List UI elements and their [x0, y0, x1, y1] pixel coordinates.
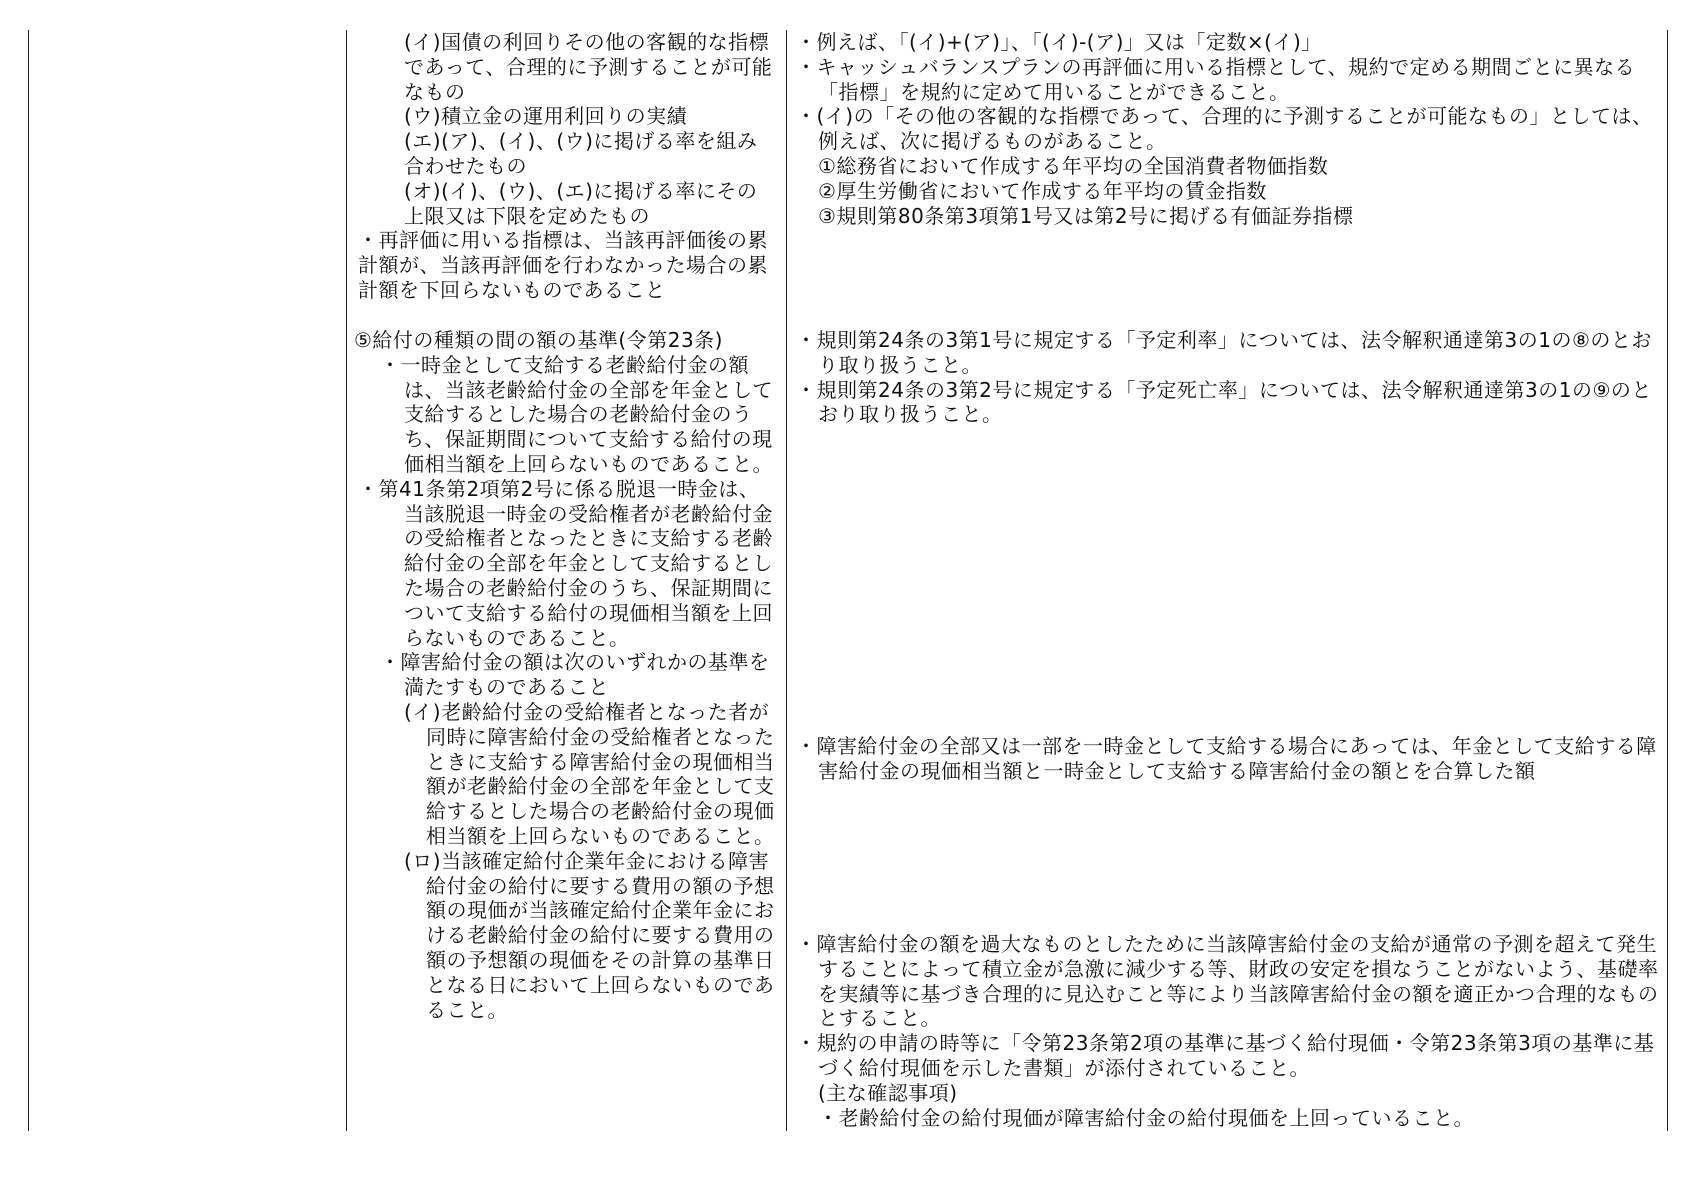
right-item-wage-index: ②厚生労働省において作成する年平均の賃金指数 [818, 178, 1267, 203]
right-item-check-point: ・老齢給付金の給付現価が障害給付金の給付現価を上回っていること。 [818, 1105, 1474, 1130]
right-item-expected-rate: ・規則第24条の3第1号に規定する「予定利率」については、法令解釈通達第3の1の⑧のとおり取り扱うこと。 [796, 328, 1652, 377]
right-item-example: ・例えば、「(イ)+(ア)」、「(イ)-(ア)」又は「定数×(イ)」 [796, 30, 1322, 54]
right-item-application: ・規約の申請の時等に「令第23条第2項の基準に基づく給付現価・令第23条第3項の基準に基づく給付現価を示した書類」が添付されていること。 [796, 1031, 1655, 1080]
right-item-mortality: ・規則第24条の3第2号に規定する「予定死亡率」については、法令解釈通達第3の1の⑨のとおり取り扱うこと。 [796, 377, 1652, 427]
table-border-right [1667, 30, 1668, 1131]
right-item-other-index: ・(イ)の「その他の客観的な指標であって、合理的に予測することが可能なもの」としては、例えば、次に掲げるものがあること。 [796, 104, 1653, 154]
mid-item-disability: ・障害給付金の額は次のいずれかの基準を満たすものであること [380, 650, 770, 700]
table-border-left [28, 30, 29, 1131]
right-item-check-heading: (主な確認事項) [818, 1080, 958, 1105]
right-item-cashbalance: ・キャッシュバランスプランの再評価に用いる指標として、規約で定める期間ごとに異なる「指標」を規約に定めて用いることができること。 [796, 54, 1636, 104]
table-divider-2 [786, 30, 787, 1131]
right-item-disability-sum: ・障害給付金の全部又は一部を一時金として支給する場合にあっては、年金として支給する障害給付金の現価相当額と一時金として支給する障害給付金の額とを合算した額 [796, 734, 1657, 783]
mid-item-disability-i: (イ)老齢給付金の受給権者となった者が同時に障害給付金の受給権者となったときに支給する障害給付金の現価相当額が老齢給付金の全部を年金として支給するとした場合の老齢給付金の現価相当額を上回らないものであること。 [404, 699, 775, 848]
table-divider-1 [346, 30, 347, 1131]
mid-item-withdrawal: ・第41条第2項第2号に係る脱退一時金は、当該脱退一時金の受給権者が老齢給付金の受給権者となったときに支給する老齢給付金の全部を年金として支給するとした場合の老齢給付金のうち、保証期間について支給する給付の現価相当額を上回らないものであること。 [358, 476, 773, 650]
mid-heading-5: ⑤給付の種類の間の額の基準(令第23条) [354, 328, 723, 352]
mid-item-disability-ro: (ロ)当該確定給付企業年金における障害給付金の給付に要する費用の額の予想額の現価が当該確定給付企業年金における老齢給付金の給付に要する費用の額の予想額の現価をその計算の基準日となる日において上回らないものであること。 [404, 848, 775, 1022]
mid-item-lumpsum: ・一時金として支給する老齢給付金の額は、当該老齢給付金の全部を年金として支給するとした場合の老齢給付金のうち、保証期間について支給する給付の現価相当額を上回らないものであること。 [380, 352, 773, 476]
right-item-cpi: ①総務省において作成する年平均の全国消費者物価指数 [818, 153, 1329, 178]
right-item-securities-index: ③規則第80条第3項第1号又は第2号に掲げる有価証券指標 [818, 203, 1354, 228]
mid-item-i: (イ)国債の利回りその他の客観的な指標であって、合理的に予測することが可能なもの [404, 30, 773, 104]
mid-item-o: (オ)(イ)、(ウ)、(エ)に掲げる率にその上限又は下限を定めたもの [404, 178, 758, 228]
right-item-disability-excess: ・障害給付金の額を過大なものとしたために当該障害給付金の支給が通常の予測を超えて発生することによって積立金が急激に減少する等、財政の安定を損なうことがないよう、基礎率を実績等に基づき合理的に見込むこと等により当該障害給付金の額を適正かつ合理的なものとすること。 [796, 932, 1659, 1031]
mid-item-u: (ウ)積立金の運用利回りの実績 [404, 104, 688, 129]
mid-item-reval: ・再評価に用いる指標は、当該再評価後の累計額が、当該再評価を行わなかった場合の累計額を下回らないものであること [358, 228, 768, 302]
mid-item-e: (エ)(ア)、(イ)、(ウ)に掲げる率を組み合わせたもの [404, 129, 758, 178]
